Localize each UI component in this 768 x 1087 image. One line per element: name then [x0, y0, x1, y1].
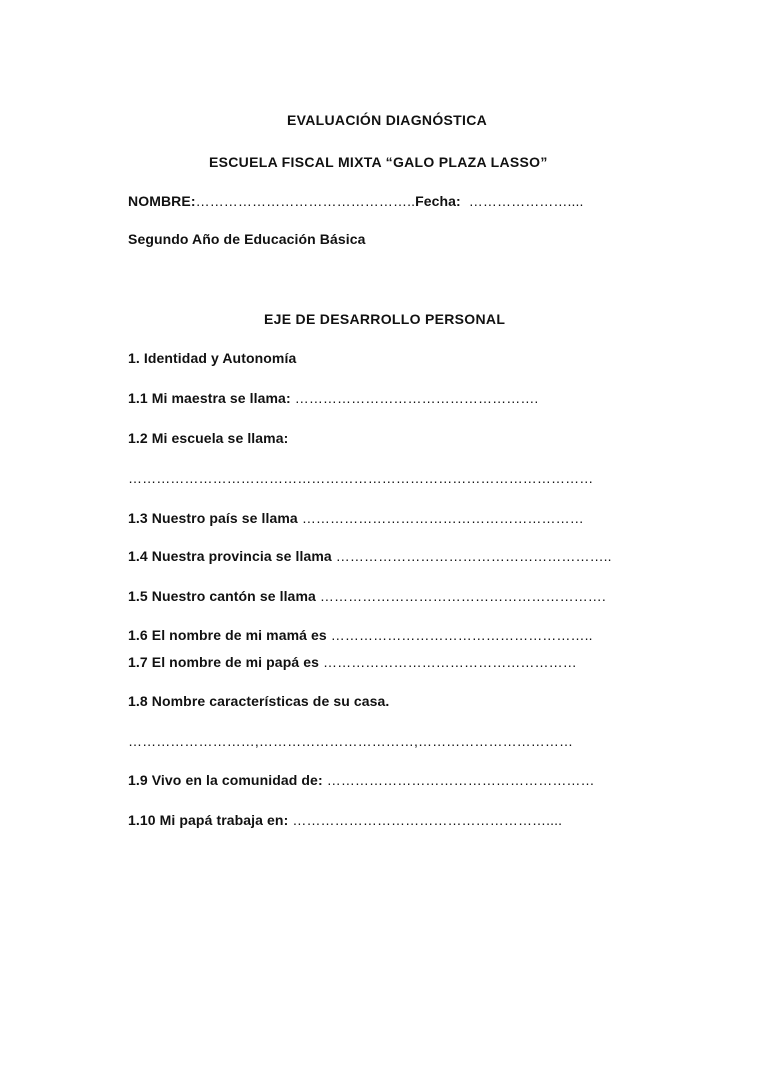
answer-line [128, 469, 593, 487]
document-title: EVALUACIÓN DIAGNÓSTICA [287, 112, 488, 128]
question-item [128, 692, 389, 710]
answer-blank: ……………………………………………….. [330, 627, 593, 643]
question-item [128, 389, 538, 407]
date-label: Fecha: [415, 193, 461, 209]
answer-blank: ……………………………………………….... [292, 812, 563, 828]
question-item [128, 429, 288, 447]
answer-blank: ………………………,……………………………,…………………………… [128, 733, 574, 749]
question-item [128, 771, 595, 789]
grade-level: Segundo Año de Educación Básica [128, 231, 366, 247]
question-label: 1.4 Nuestra provincia se llama [128, 548, 332, 564]
question-item [128, 547, 612, 565]
answer-blank: ……………………………………………………. [319, 588, 606, 604]
question-label: 1.7 El nombre de mi papá es [128, 654, 319, 670]
question-label: 1.6 El nombre de mi mamá es [128, 627, 327, 643]
question-label: 1.9 Vivo en la comunidad de: [128, 772, 323, 788]
answer-blank: ……………………………………………. [294, 390, 539, 406]
question-label: 1.5 Nuestro cantón se llama [128, 588, 316, 604]
answer-blank: ……………………………………………………………………………………… [128, 470, 594, 486]
name-label: NOMBRE: [128, 193, 196, 209]
question-item [128, 811, 562, 829]
date-blank: ………………….... [468, 193, 584, 209]
answer-blank: ……………………………………………… [323, 654, 577, 670]
name-date-line [128, 192, 583, 210]
question-item [128, 653, 577, 671]
question-label: 1.3 Nuestro país se llama [128, 510, 298, 526]
question-label: 1.8 Nombre características de su casa. [128, 693, 390, 709]
answer-blank: ………………………………………………….. [335, 548, 612, 564]
subsection-title: 1. Identidad y Autonomía [128, 350, 297, 366]
name-blank: ……………………………………….. [195, 193, 416, 209]
section-title: EJE DE DESARROLLO PERSONAL [264, 311, 506, 327]
question-item [128, 587, 606, 605]
question-label: 1.1 Mi maestra se llama: [128, 390, 291, 406]
question-label: 1.10 Mi papá trabaja en: [128, 812, 289, 828]
answer-line [128, 732, 573, 750]
answer-blank: ………………………………………………… [326, 772, 595, 788]
question-item [128, 509, 584, 527]
question-item [128, 626, 593, 644]
question-label: 1.2 Mi escuela se llama: [128, 430, 289, 446]
school-name: ESCUELA FISCAL MIXTA “GALO PLAZA LASSO” [209, 154, 548, 170]
answer-blank: …………………………………………………… [301, 510, 584, 526]
